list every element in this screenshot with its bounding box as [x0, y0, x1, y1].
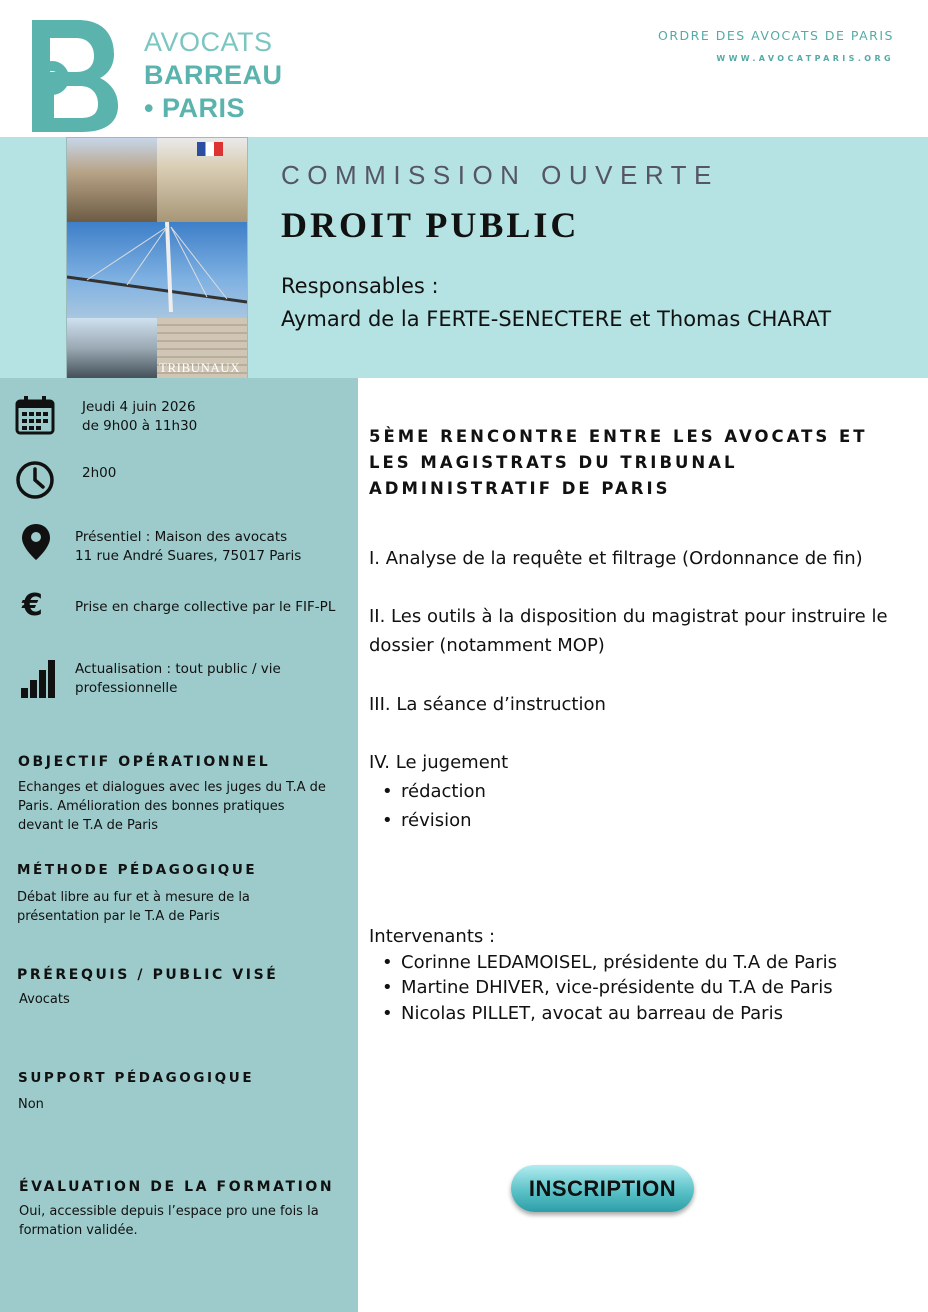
prerequis-title: PRÉREQUIS / PUBLIC VISÉ: [17, 967, 279, 983]
objectif-title: OBJECTIF OPÉRATIONNEL: [18, 754, 271, 770]
evaluation-line: Oui, accessible depuis l’espace pro une fois la: [19, 1204, 319, 1219]
info-sidebar: [0, 378, 358, 1312]
event-title-line: LES MAGISTRATS DU TRIBUNAL: [369, 453, 738, 472]
funding-info: Prise en charge collective par le FIF-PL: [75, 599, 336, 615]
support-body: Non: [18, 1097, 44, 1112]
clock-icon: [15, 460, 55, 500]
evaluation-title: ÉVALUATION DE LA FORMATION: [19, 1179, 335, 1195]
responsables-names: Aymard de la FERTE-SENECTERE et Thomas CHARAT: [281, 307, 832, 331]
calendar-icon: [15, 395, 55, 435]
duration-info: 2h00: [82, 465, 117, 481]
objectif-line: Echanges et dialogues avec les juges du T.A de: [18, 780, 326, 795]
location-line-1: Présentiel : Maison des avocats: [75, 529, 288, 545]
responsables-label: Responsables :: [281, 274, 439, 298]
level-line-1: Actualisation : tout public / vie: [75, 661, 281, 677]
barreau-logo-text: [144, 26, 283, 125]
evaluation-line: formation validée.: [19, 1223, 138, 1238]
tribunaux-photo-collage: [66, 137, 248, 379]
event-title-line: ADMINISTRATIF DE PARIS: [369, 479, 671, 498]
page-title: DROIT PUBLIC: [281, 205, 580, 245]
photo-tile-building-dome: [67, 138, 157, 222]
methode-line: présentation par le T.A de Paris: [17, 909, 220, 924]
time-line: de 9h00 à 11h30: [82, 418, 198, 434]
event-title-line: 5ÈME RENCONTRE ENTRE LES AVOCATS ET: [369, 427, 868, 446]
program-point-1: I. Analyse de la requête et filtrage (Ordonnance de fin): [369, 548, 863, 569]
methode-title: MÉTHODE PÉDAGOGIQUE: [17, 862, 258, 878]
methode-line: Débat libre au fur et à mesure de la: [17, 890, 250, 905]
intervenant-item: • Martine DHIVER, vice-présidente du T.A de Paris: [382, 975, 833, 1000]
prerequis-body: Avocats: [19, 992, 70, 1007]
methode-body: [17, 888, 250, 926]
intervenant-item: • Corinne LEDAMOISEL, présidente du T.A de Paris: [382, 950, 837, 975]
commission-label: COMMISSION OUVERTE: [281, 160, 719, 190]
location-info: [75, 528, 301, 566]
objectif-body: [18, 778, 326, 835]
program-point-2-line: dossier (notamment MOP): [369, 635, 605, 656]
logo-line-paris: • PARIS: [144, 93, 245, 123]
level-info: [75, 660, 281, 698]
intervenants-label: Intervenants :: [369, 926, 496, 947]
program-point-4: IV. Le jugement: [369, 752, 509, 773]
evaluation-body: [19, 1202, 319, 1240]
level-line-2: professionnelle: [75, 680, 178, 696]
logo-line-barreau: BARREAU: [144, 60, 283, 90]
program-point-2: [369, 602, 909, 660]
barreau-logo-mark: [28, 16, 120, 134]
bar-chart-level-icon: [20, 658, 60, 698]
flag-icon: [197, 142, 223, 156]
photo-caption: TRIBUNAUX: [159, 360, 241, 375]
euro-icon: €: [22, 588, 43, 623]
logo-line-avocats: AVOCATS: [144, 27, 273, 57]
bridge-drawing: [67, 222, 247, 318]
program-point-3: III. La séance d’instruction: [369, 694, 606, 715]
program-bullet: • révision: [382, 806, 472, 835]
ordre-url[interactable]: WWW.AVOCATPARIS.ORG: [716, 54, 894, 63]
objectif-line: devant le T.A de Paris: [18, 818, 159, 833]
event-title: [369, 424, 909, 502]
location-line-2: 11 rue André Suares, 75017 Paris: [75, 548, 302, 564]
inscription-button[interactable]: INSCRIPTION: [511, 1165, 694, 1212]
date-info: [82, 398, 197, 436]
location-pin-icon: [18, 522, 54, 562]
photo-tile-domes: [67, 318, 157, 378]
program-bullet: • rédaction: [382, 777, 486, 806]
ordre-name: ORDRE DES AVOCATS DE PARIS: [657, 28, 894, 43]
support-title: SUPPORT PÉDAGOGIQUE: [18, 1070, 255, 1086]
program-point-2-line: II. Les outils à la disposition du magistrat pour instruire le: [369, 606, 888, 627]
objectif-line: Paris. Amélioration des bonnes pratiques: [18, 799, 285, 814]
date-line: Jeudi 4 juin 2026: [82, 399, 196, 415]
intervenant-item: • Nicolas PILLET, avocat au barreau de Paris: [382, 1001, 783, 1026]
